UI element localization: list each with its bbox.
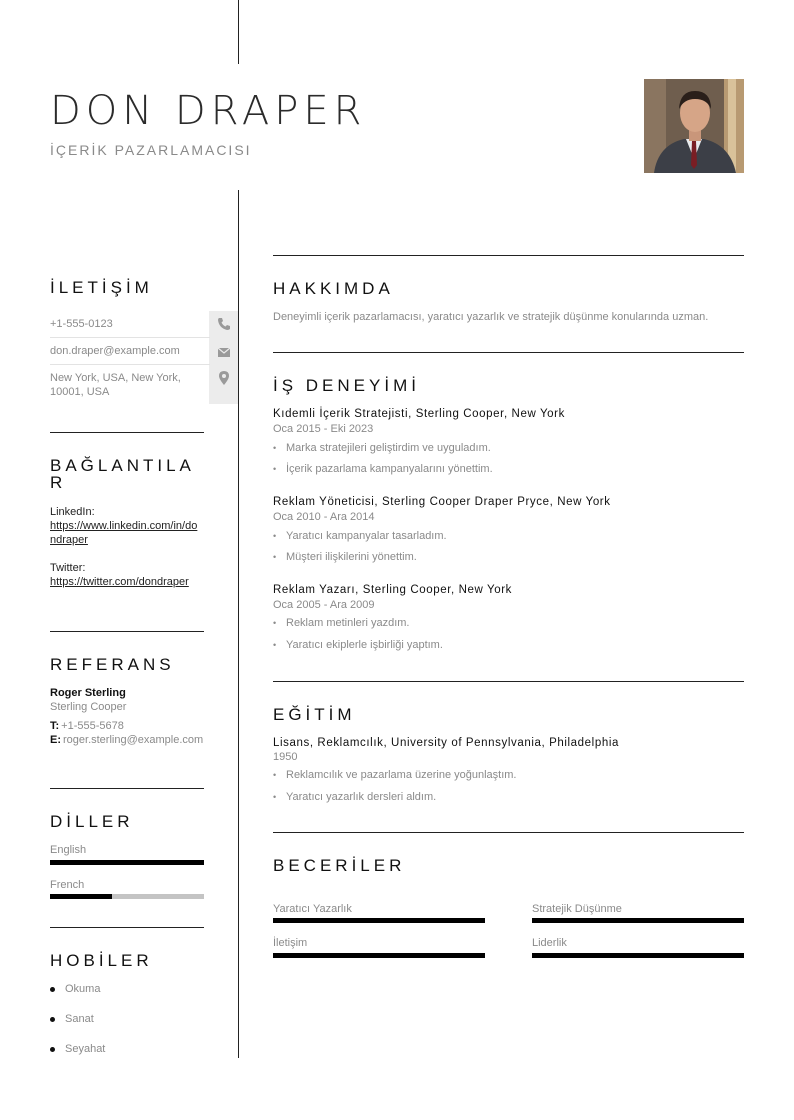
envelope-icon xyxy=(216,344,232,360)
reference-phone: +1-555-5678 xyxy=(61,720,124,732)
bullet-dot xyxy=(50,987,55,992)
skills-heading: BECERİLER xyxy=(273,856,406,875)
skill-name: İletişim xyxy=(273,937,308,949)
language-level-bar xyxy=(50,894,204,899)
reference-name: Roger Sterling xyxy=(50,687,126,699)
contact-address: New York, USA, New York, 10001, USA xyxy=(50,372,181,398)
skill-level-bar xyxy=(273,918,485,923)
profile-photo xyxy=(644,79,744,173)
education-bullet xyxy=(273,769,516,781)
experience-heading: İŞ DENEYİMİ xyxy=(273,376,420,395)
job-bullet xyxy=(273,530,447,542)
skill-level-bar xyxy=(273,953,485,958)
education-bullet xyxy=(273,791,436,803)
job-bullet-text: Marka stratejileri geliştirdim ve uyguladım. xyxy=(286,442,491,454)
bullet-dot xyxy=(50,1017,55,1022)
education-degree: Lisans, Reklamcılık, University of Pennsylvania, Philadelphia xyxy=(273,737,619,749)
skill-name: Liderlik xyxy=(532,937,567,949)
reference-email-row xyxy=(50,733,205,747)
about-heading: HAKKIMDA xyxy=(273,279,394,298)
job-bullet xyxy=(273,463,493,475)
language-level-fill xyxy=(50,894,112,899)
divider xyxy=(50,337,210,338)
divider xyxy=(273,352,744,353)
linkedin-link[interactable]: https://www.linkedin.com/in/dondraper xyxy=(50,520,198,546)
links-heading: BAĞLANTILA R xyxy=(50,456,194,492)
skill-name: Yaratıcı Yazarlık xyxy=(273,903,352,915)
divider xyxy=(50,927,204,928)
job-title: Reklam Yöneticisi, Sterling Cooper Draper Pryce, New York xyxy=(273,496,611,508)
divider xyxy=(273,832,744,833)
education-year: 1950 xyxy=(273,751,298,763)
job-title: Reklam Yazarı, Sterling Cooper, New York xyxy=(273,584,512,596)
skill-name: Stratejik Düşünme xyxy=(532,903,622,915)
bullet-dot: • xyxy=(273,770,277,780)
references-heading: REFERANS xyxy=(50,655,175,674)
bullet-dot xyxy=(50,1047,55,1052)
contact-heading: İLETİŞİM xyxy=(50,278,153,297)
languages-heading: DİLLER xyxy=(50,812,134,831)
hobby-label: Okuma xyxy=(65,983,101,995)
phone-icon xyxy=(216,316,232,332)
person-title: İÇERİK PAZARLAMACISI xyxy=(50,142,252,158)
hobby-item xyxy=(50,1013,94,1025)
job-date: Oca 2010 - Ara 2014 xyxy=(273,511,375,523)
reference-company: Sterling Cooper xyxy=(50,701,127,713)
skill-level-bar xyxy=(532,953,744,958)
map-pin-icon xyxy=(216,370,232,386)
about-text: Deneyimli içerik pazarlamacısı, yaratıcı yazarlık ve stratejik düşünme konularında uzman. xyxy=(273,311,709,323)
divider xyxy=(273,681,744,682)
hobby-item xyxy=(50,1043,105,1055)
twitter-label: Twitter: xyxy=(50,562,86,574)
skill-level-bar xyxy=(532,918,744,923)
hobbies-heading: HOBİLER xyxy=(50,951,153,970)
education-heading: EĞİTİM xyxy=(273,705,356,724)
twitter-link[interactable]: https://twitter.com/dondraper xyxy=(50,576,189,588)
contact-phone: +1-555-0123 xyxy=(50,318,113,330)
divider xyxy=(50,432,204,433)
job-date: Oca 2015 - Eki 2023 xyxy=(273,423,374,435)
reference-phone-key: T: xyxy=(50,720,60,732)
divider xyxy=(50,631,204,632)
linkedin-label: LinkedIn: xyxy=(50,506,95,518)
job-bullet-text: İçerik pazarlama kampanyalarını yönettim. xyxy=(286,463,493,475)
reference-email-key: E: xyxy=(50,734,61,746)
education-bullet-text: Yaratıcı yazarlık dersleri aldım. xyxy=(286,791,437,803)
bullet-dot: • xyxy=(273,443,277,453)
profile-photo-image xyxy=(644,79,744,173)
job-bullet xyxy=(273,442,491,454)
job-date: Oca 2005 - Ara 2009 xyxy=(273,599,375,611)
divider-top xyxy=(238,0,239,64)
language-name: French xyxy=(50,879,85,891)
hobby-label: Seyahat xyxy=(65,1043,106,1055)
job-title: Kıdemli İçerik Stratejisti, Sterling Cooper, New York xyxy=(273,408,565,420)
job-bullet xyxy=(273,639,443,651)
column-divider xyxy=(238,190,239,1058)
divider xyxy=(50,788,204,789)
education-bullet-text: Reklamcılık ve pazarlama üzerine yoğunlaştım. xyxy=(286,769,517,781)
bullet-dot: • xyxy=(273,552,277,562)
bullet-dot: • xyxy=(273,464,277,474)
hobby-label: Sanat xyxy=(65,1013,94,1025)
language-level-fill xyxy=(50,860,204,865)
reference-email: roger.sterling@example.com xyxy=(63,734,204,746)
job-bullet-text: Yaratıcı kampanyalar tasarladım. xyxy=(286,530,447,542)
job-bullet-text: Müşteri ilişkilerini yönettim. xyxy=(286,551,417,563)
bullet-dot: • xyxy=(273,618,277,628)
divider xyxy=(50,364,210,365)
bullet-dot: • xyxy=(273,531,277,541)
job-bullet-text: Yaratıcı ekiplerle işbirliği yaptım. xyxy=(286,639,443,651)
bullet-dot: • xyxy=(273,640,277,650)
job-bullet-text: Reklam metinleri yazdım. xyxy=(286,617,410,629)
reference-phone-row xyxy=(50,719,205,733)
hobby-item xyxy=(50,983,100,995)
bullet-dot: • xyxy=(273,792,277,802)
person-name: DON DRAPER xyxy=(50,88,367,134)
job-bullet xyxy=(273,551,417,563)
job-bullet xyxy=(273,617,409,629)
contact-email: don.draper@example.com xyxy=(50,345,180,357)
language-level-bar xyxy=(50,860,204,865)
language-name: English xyxy=(50,844,87,856)
divider xyxy=(273,255,744,256)
